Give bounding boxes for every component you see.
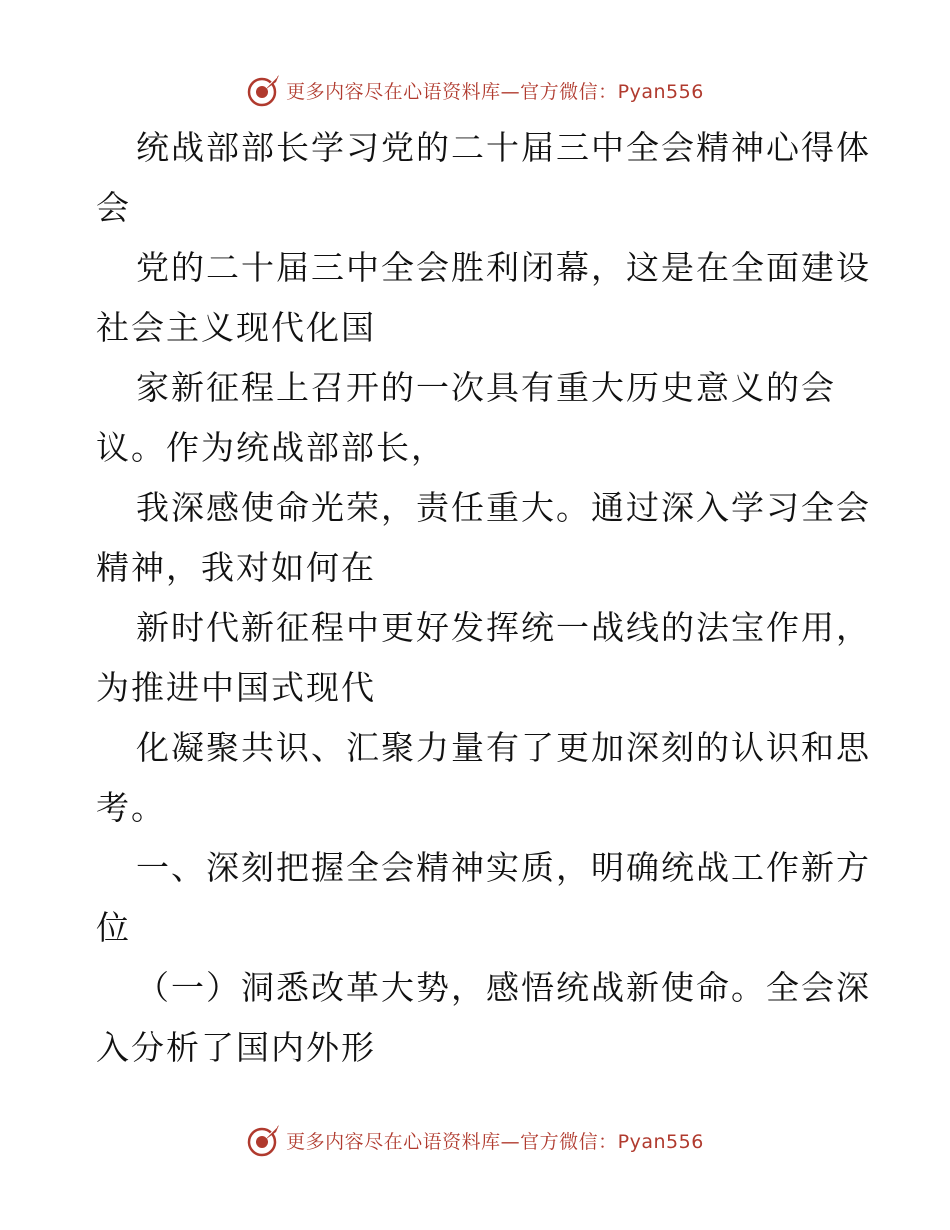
paragraph-8: [96, 958, 871, 1078]
paragraph-line: 入分析了国内外形: [96, 1028, 376, 1067]
paragraph-line: 为推进中国式现代: [96, 668, 376, 707]
paragraph-line: 统战部部长学习党的二十届三中全会精神心得体: [136, 128, 871, 167]
paragraph-line: 会: [96, 188, 131, 227]
paragraph-line: 考。: [96, 788, 166, 827]
paragraph-line: 化凝聚共识、汇聚力量有了更加深刻的认识和思: [136, 728, 871, 767]
paragraph-line: 党的二十届三中全会胜利闭幕，这是在全面建设: [136, 248, 871, 287]
paragraph-4: [96, 478, 871, 598]
paragraph-line: 议。作为统战部部长，: [96, 428, 446, 467]
paragraph-5: [96, 598, 871, 718]
paragraph-line: 社会主义现代化国: [96, 308, 376, 347]
banner-text: 更多内容尽在心语资料库—官方微信：Pyan556: [286, 80, 704, 103]
banner-text: 更多内容尽在心语资料库—官方微信：Pyan556: [286, 1130, 704, 1153]
quill-pen-logo-icon: [246, 1122, 282, 1158]
paragraph-line: （一）洞悉改革大势，感悟统战新使命。全会深: [136, 968, 871, 1007]
paragraph-line: 一、深刻把握全会精神实质，明确统战工作新方: [136, 848, 871, 887]
paragraph-1: [96, 118, 871, 238]
footer-watermark-banner: [0, 1120, 950, 1160]
quill-pen-logo-icon: [246, 72, 282, 108]
paragraph-line: 位: [96, 908, 131, 947]
document-body: [96, 118, 871, 1078]
paragraph-line: 我深感使命光荣，责任重大。通过深入学习全会: [136, 488, 871, 527]
paragraph-line: 精神，我对如何在: [96, 548, 376, 587]
paragraph-line: 家新征程上召开的一次具有重大历史意义的会: [136, 368, 836, 407]
paragraph-6: [96, 718, 871, 838]
paragraph-2: [96, 238, 871, 358]
section-heading-1: [96, 838, 871, 958]
paragraph-3: [96, 358, 856, 478]
header-watermark-banner: [0, 70, 950, 110]
paragraph-line: 新时代新征程中更好发挥统一战线的法宝作用，: [136, 608, 871, 647]
